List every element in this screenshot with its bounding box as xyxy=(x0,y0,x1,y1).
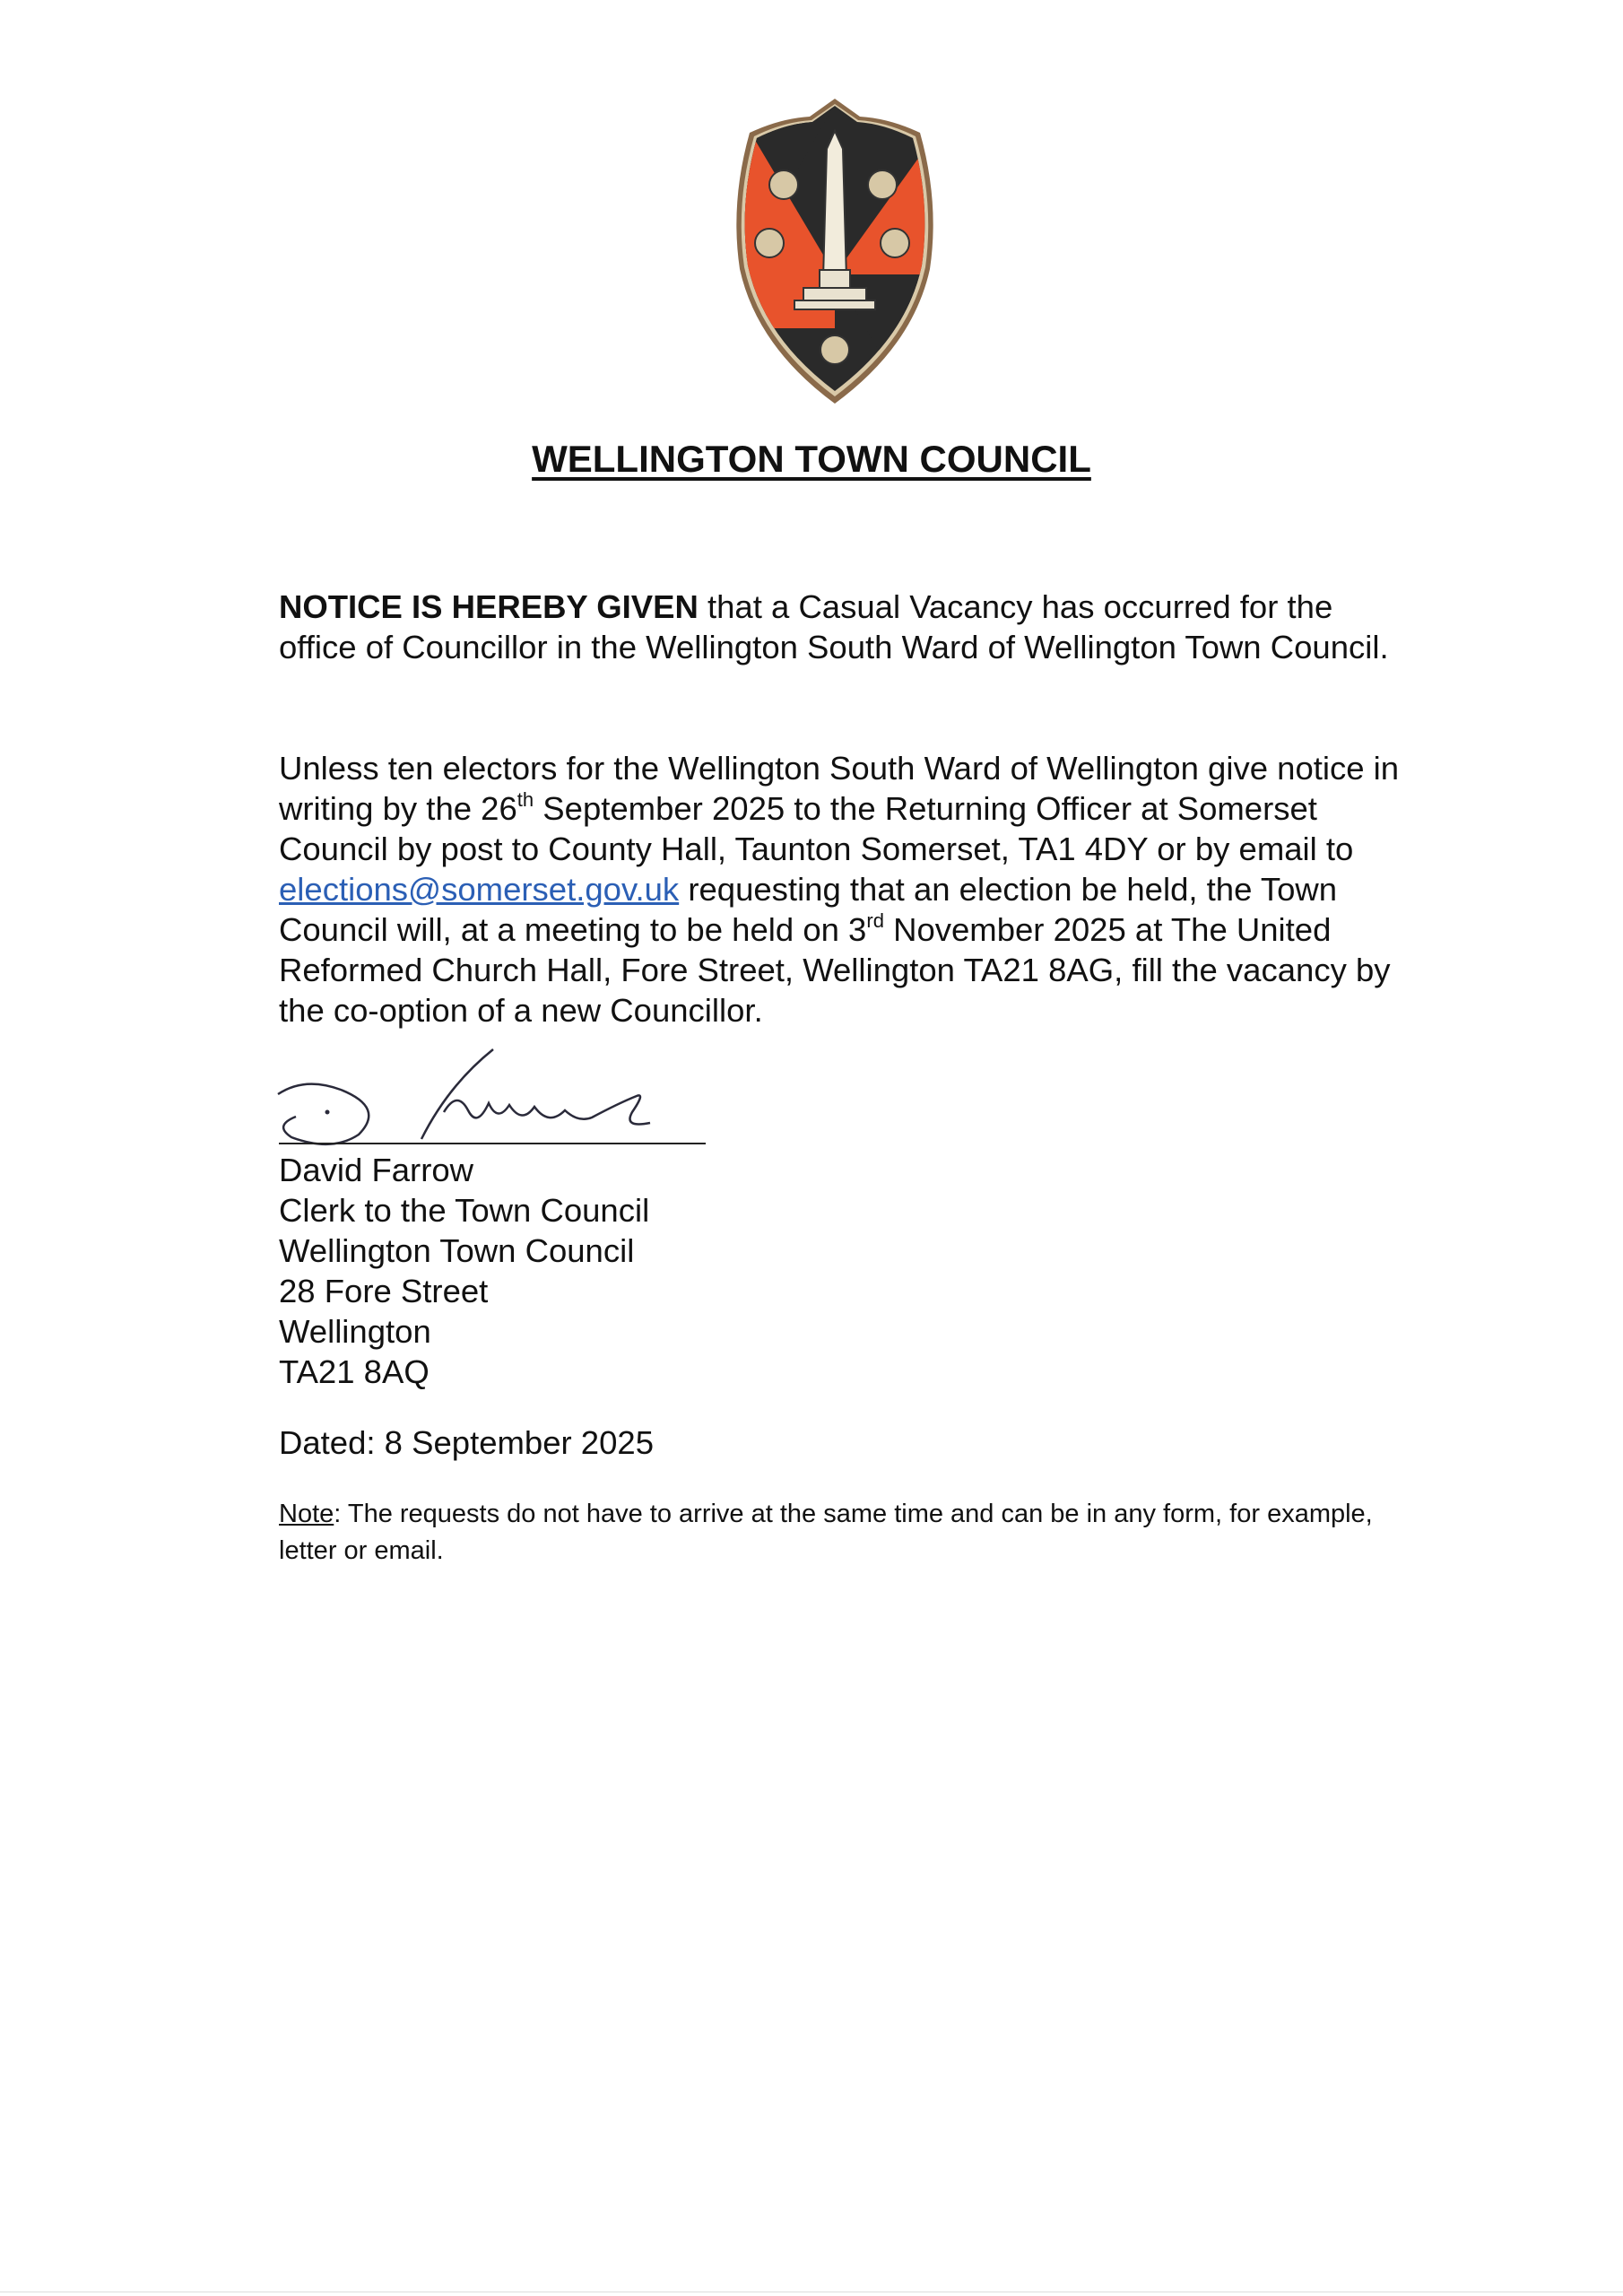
notice-paragraph-1: NOTICE IS HEREBY GIVEN that a Casual Vacancy has occurred for the office of Councillor in the Wellington South Ward of Wellington Town Council. xyxy=(279,588,1389,665)
page-title: WELLINGTON TOWN COUNCIL xyxy=(532,438,1091,480)
signatory-street: 28 Fore Street xyxy=(279,1273,489,1309)
footnote: Note: The requests do not have to arrive at the same time and can be in any form, for example, letter or email. xyxy=(279,1500,1373,1565)
date-line: Dated: 8 September 2025 xyxy=(279,1424,655,1461)
signature-line xyxy=(279,1143,706,1144)
signatory-name: David Farrow xyxy=(279,1152,474,1188)
signature-icon xyxy=(269,1040,735,1148)
notice-paragraph-2: Unless ten electors for the Wellington South Ward of Wellington give notice in writing by the 26th September 2025 to the Returning Officer at Somerset Council by post to County Hall, Taunton Somerset, TA1 4DY or by email to elections@somerset.gov.uk requesting that an election be held, the Town Council will, at a meeting to be held on 3rd November 2025 at The United Reformed Church Hall, Fore Street, Wellington TA21 8AG, fill the vacancy by the co-option of a new Councillor. xyxy=(279,750,1400,1029)
signatory-organisation: Wellington Town Council xyxy=(279,1232,635,1269)
notice-heading: NOTICE IS HEREBY GIVEN xyxy=(279,588,699,625)
signatory-role: Clerk to the Town Council xyxy=(279,1192,650,1229)
signatory-town: Wellington xyxy=(279,1313,431,1350)
council-crest-icon xyxy=(723,95,947,409)
note-label: Note xyxy=(279,1500,334,1528)
signatory-postcode: TA21 8AQ xyxy=(279,1353,430,1390)
email-link[interactable]: elections@somerset.gov.uk xyxy=(279,871,680,908)
signatory-block xyxy=(279,1150,649,1392)
